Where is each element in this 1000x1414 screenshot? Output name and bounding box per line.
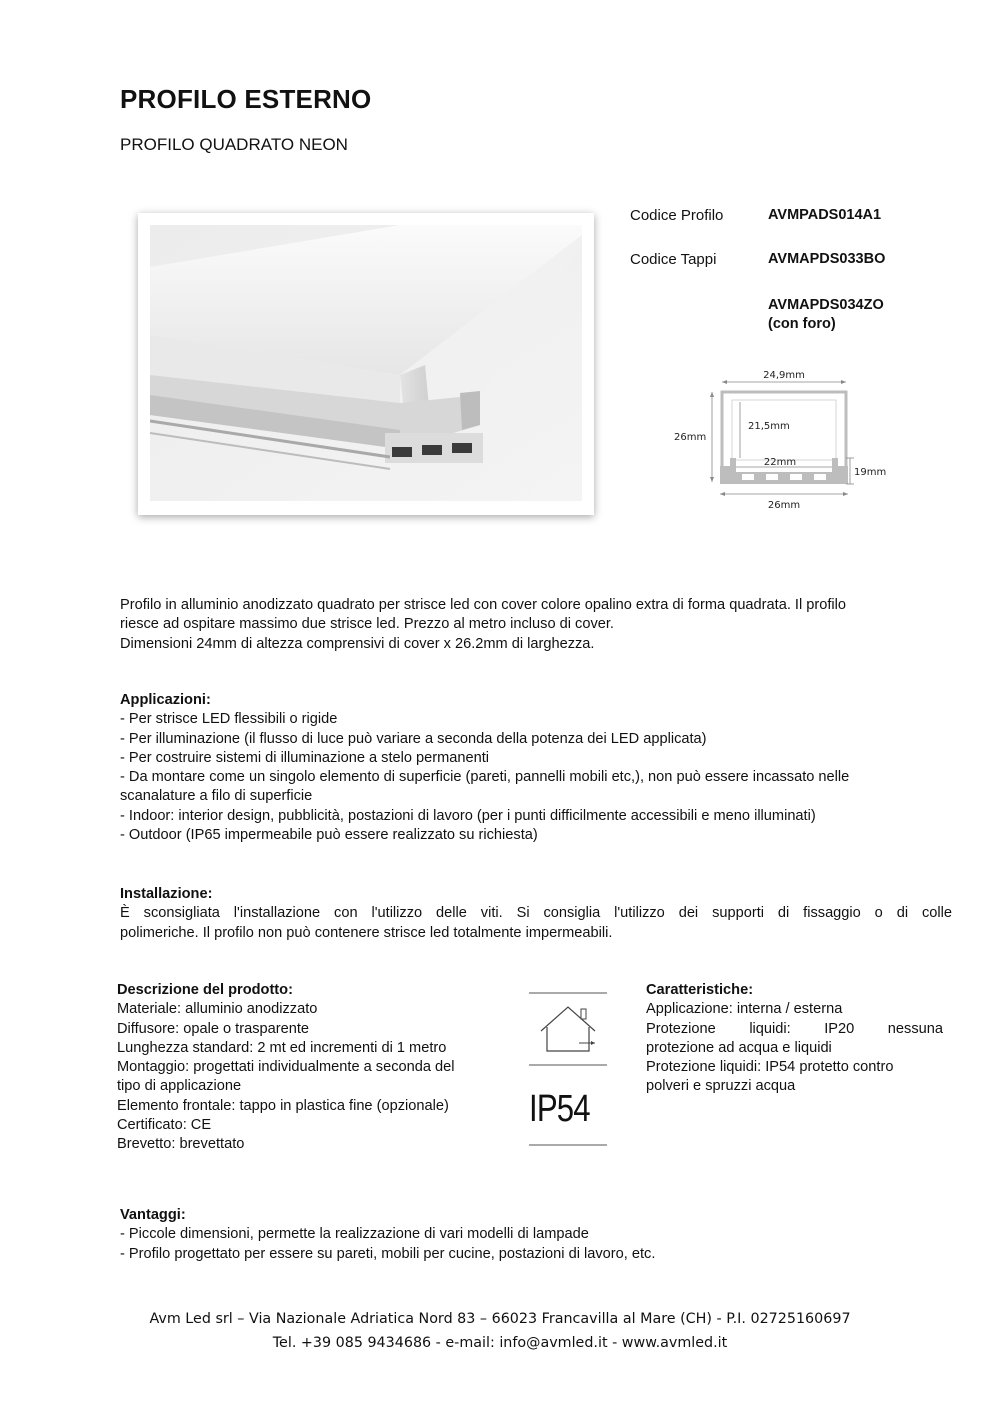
caratteristiche-line: Applicazione: interna / esterna (646, 1001, 843, 1018)
caratteristiche-line: Protezione liquidi: IP54 protetto contro (646, 1059, 894, 1076)
list-item: Certificato: CE (117, 1117, 212, 1134)
list-item: Lunghezza standard: 2 mt ed incrementi di 1 metro (117, 1039, 447, 1056)
list-item: - Per strisce LED flessibili o rigide (120, 711, 338, 728)
list-item: Materiale: alluminio anodizzato (117, 1001, 318, 1018)
codice-tappi-value-2: AVMAPDS034ZO (768, 297, 884, 313)
footer-address: Avm Led srl – Via Nazionale Adriatica Nord 83 – 66023 Francavilla al Mare (CH) - P.I. 02725160697 (149, 1311, 851, 1327)
list-item: - Indoor: interior design, pubblicità, postazioni di lavoro (per i punti difficilmente accessibili e meno illuminati) (120, 807, 816, 824)
applicazioni-section (120, 691, 960, 845)
dim-bottom-width: 26mm (767, 500, 801, 511)
page-subtitle: PROFILO QUADRATO NEON (120, 135, 348, 154)
footer-contacts: Tel. +39 085 9434686 - e-mail: info@avmled.it - www.avmled.it (272, 1335, 728, 1351)
dim-height: 26mm (674, 432, 707, 443)
caratteristiche-line: protezione ad acqua e liquidi (646, 1039, 832, 1056)
caratteristiche-line: polveri e spruzzi acqua (646, 1078, 796, 1095)
caratteristiche-line: Protezione liquidi: IP20 nessuna (646, 1020, 943, 1037)
installazione-heading: Installazione: (120, 886, 213, 902)
installazione-line: È sconsigliata l'installazione con l'utilizzo delle viti. Si consiglia l'utilizzo dei supporti di fissaggio o di colle (120, 905, 952, 922)
list-item: tipo di applicazione (117, 1078, 242, 1095)
description-line: Profilo in alluminio anodizzato quadrato per strisce led con cover colore opalino extra di forma quadrata. Il profilo (120, 597, 847, 613)
ip-rating-label: IP54 (529, 1088, 590, 1130)
list-item: scanalature a filo di superficie (120, 788, 313, 805)
product-description (120, 596, 960, 654)
installazione-section (120, 885, 952, 943)
applicazioni-heading: Applicazioni: (120, 692, 211, 708)
dim-side-height: 19mm (854, 467, 887, 478)
dim-inner-width: 22mm (763, 457, 797, 468)
list-item: Diffusore: opale o trasparente (117, 1020, 309, 1037)
profile-section-drawing (670, 362, 900, 514)
descrizione-prodotto-section (117, 981, 517, 1155)
list-item: - Piccole dimensioni, permette la realizzazione di vari modelli di lampade (120, 1226, 589, 1243)
caratteristiche-heading: Caratteristiche: (646, 982, 754, 998)
vantaggi-section (120, 1206, 960, 1264)
list-item: - Per illuminazione (il flusso di luce può variare a seconda della potenza dei LED applicata) (120, 730, 707, 747)
list-item: - Profilo progettato per essere su pareti, mobili per cucine, postazioni di lavoro, etc. (120, 1245, 656, 1262)
codice-tappi-value-2-note: (con foro) (768, 316, 836, 332)
dim-top-width: 24,9mm (763, 370, 805, 381)
codice-profilo-label: Codice Profilo (630, 207, 724, 224)
list-item: Elemento frontale: tappo in plastica fine (opzionale) (117, 1097, 449, 1114)
page-title: PROFILO ESTERNO (120, 84, 372, 114)
list-item: - Da montare come un singolo elemento di superficie (pareti, pannelli mobili etc,), non può essere incassato nelle (120, 769, 850, 786)
vantaggi-heading: Vantaggi: (120, 1207, 186, 1223)
list-item: Montaggio: progettati individualmente a seconda del (117, 1059, 455, 1076)
list-item: - Outdoor (IP65 impermeabile può essere realizzato su richiesta) (120, 827, 538, 844)
descrizione-heading: Descrizione del prodotto: (117, 982, 293, 998)
installazione-line: polimeriche. Il profilo non può contenere strisce led totalmente impermeabili. (120, 924, 613, 941)
ip54-badge (527, 991, 609, 1147)
description-line: riesce ad ospitare massimo due strisce led. Prezzo al metro incluso di cover. (120, 616, 614, 633)
dim-inner-height: 21,5mm (748, 421, 790, 432)
list-item: - Per costruire sistemi di illuminazione a stelo permanenti (120, 749, 490, 766)
codice-profilo-value: AVMPADS014A1 (768, 207, 882, 223)
list-item: Brevetto: brevettato (117, 1136, 245, 1153)
led-profile-image (150, 225, 582, 501)
codice-tappi-value-1: AVMAPDS033BO (768, 251, 886, 267)
codice-tappi-label: Codice Tappi (630, 251, 717, 268)
caratteristiche-section (646, 981, 943, 1097)
product-photo (138, 213, 594, 515)
description-line: Dimensioni 24mm di altezza comprensivi di cover x 26.2mm di larghezza. (120, 635, 595, 652)
